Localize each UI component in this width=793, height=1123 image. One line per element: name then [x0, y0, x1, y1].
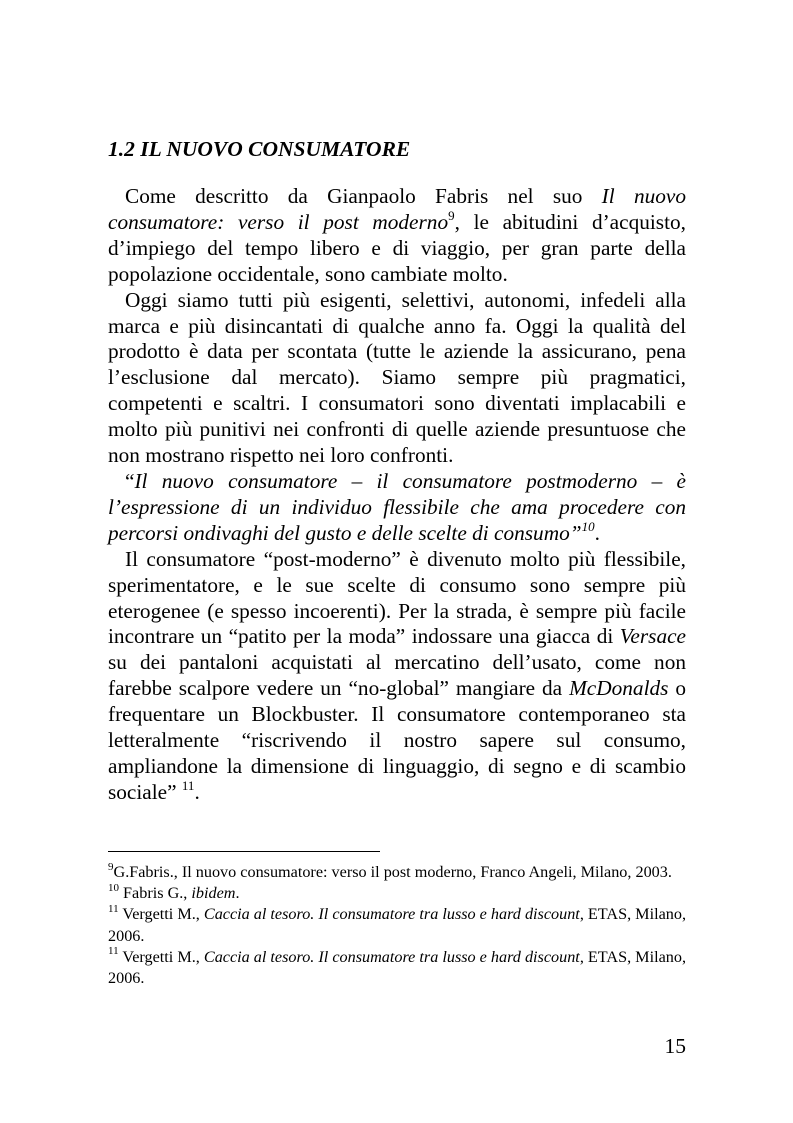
page-number: 15	[664, 1034, 686, 1058]
footnote-number: 11	[108, 945, 119, 958]
brand-versace: Versace	[619, 624, 686, 649]
p4-text-a: Il consumatore “post-moderno” è divenuto molto più flessibile, sperimentatore, e le sue scelte di consumo sono sempre più eterogenee (e spesso incoerenti). Per la strada, è sempre più facile incontrare un “patito per la moda” indossare una giacca di	[108, 546, 686, 649]
quote-open-mark: “	[125, 468, 135, 493]
p3-end: .	[594, 520, 600, 545]
footnote-11-repeat	[108, 947, 686, 989]
footnote-italic: ibidem	[191, 884, 236, 903]
footnote-text: Fabris G.,	[119, 884, 192, 903]
footnote-10	[108, 883, 686, 904]
footnote-ref-11: 11	[181, 777, 195, 793]
brand-mcdonalds: McDonalds	[569, 676, 669, 701]
footnote-text: G.Fabris., Il nuovo consumatore: verso il post moderno, Franco Angeli, Milano, 2003.	[113, 863, 672, 881]
footnotes	[108, 862, 686, 989]
footnote-italic: Caccia al tesoro. Il consumatore tra lusso e hard discount	[203, 905, 580, 924]
footnote-ref-9: 9	[448, 207, 455, 223]
footnote-text: Vergetti M.,	[118, 905, 204, 924]
p4-text-b: su dei pantaloni acquistati al mercatino dell’usato, come non farebbe scalpore vedere un “no-global” mangiare da	[108, 650, 686, 701]
footnote-number: 11	[108, 903, 119, 916]
p1-text-a: Come descritto da Gianpaolo Fabris nel suo	[125, 184, 602, 208]
footnote-number: 10	[108, 881, 119, 894]
footnote-end: , ETAS, Milano, 2006.	[108, 905, 686, 945]
p1-text-b: , le abitudini d’acquisto, d’impiego del tempo libero e di viaggio, per gran parte della popolazione occidentale, sono cambiate molto.	[108, 209, 686, 286]
p4-end: .	[194, 779, 200, 804]
footnote-end: .	[235, 884, 240, 903]
body-text	[108, 184, 686, 806]
paragraph-3	[108, 469, 686, 547]
footnote-9	[108, 862, 686, 883]
document-page	[108, 0, 686, 1123]
p4-text-c: o frequentare un Blockbuster. Il consumatore contemporaneo sta letteralmente “riscrivendo il nostro sapere sul consumo, ampliandone la dimensione di linguaggio, di segno e di scambio sociale”	[108, 676, 686, 804]
footnote-end: , ETAS, Milano, 2006.	[108, 947, 686, 988]
section-title: 1.2 IL NUOVO CONSUMATORE	[108, 137, 411, 161]
footnote-number: 9	[108, 860, 114, 873]
footnote-text: Vergetti M.,	[118, 947, 204, 966]
footnote-11	[108, 904, 686, 946]
footnote-ref-10: 10	[581, 518, 595, 534]
footnote-separator	[108, 851, 380, 852]
quote-text: Il nuovo consumatore – il consumatore postmoderno – è l’espressione di un individuo flessibile che ama procedere con percorsi ondivaghi del gusto e delle scelte di consumo”	[108, 468, 686, 545]
paragraph-4	[108, 547, 686, 806]
paragraph-2: Oggi siamo tutti più esigenti, selettivi, autonomi, infedeli alla marca e più disincantati di qualche anno fa. Oggi la qualità del prodotto è data per scontata (tutte le aziende la assicurano, pena l’esclusione dal mercato). Siamo sempre più pragmatici, competenti e scaltri. I consumatori sono diventati implacabili e molto più punitivi nei confronti di quelle aziende presuntuose che non mostrano rispetto nei loro confronti.	[108, 287, 686, 468]
footnote-italic: Caccia al tesoro. Il consumatore tra lusso e hard discount	[203, 947, 580, 966]
book-title: Il nuovo consumatore: verso il post moderno	[108, 184, 686, 234]
paragraph-1	[108, 184, 686, 288]
